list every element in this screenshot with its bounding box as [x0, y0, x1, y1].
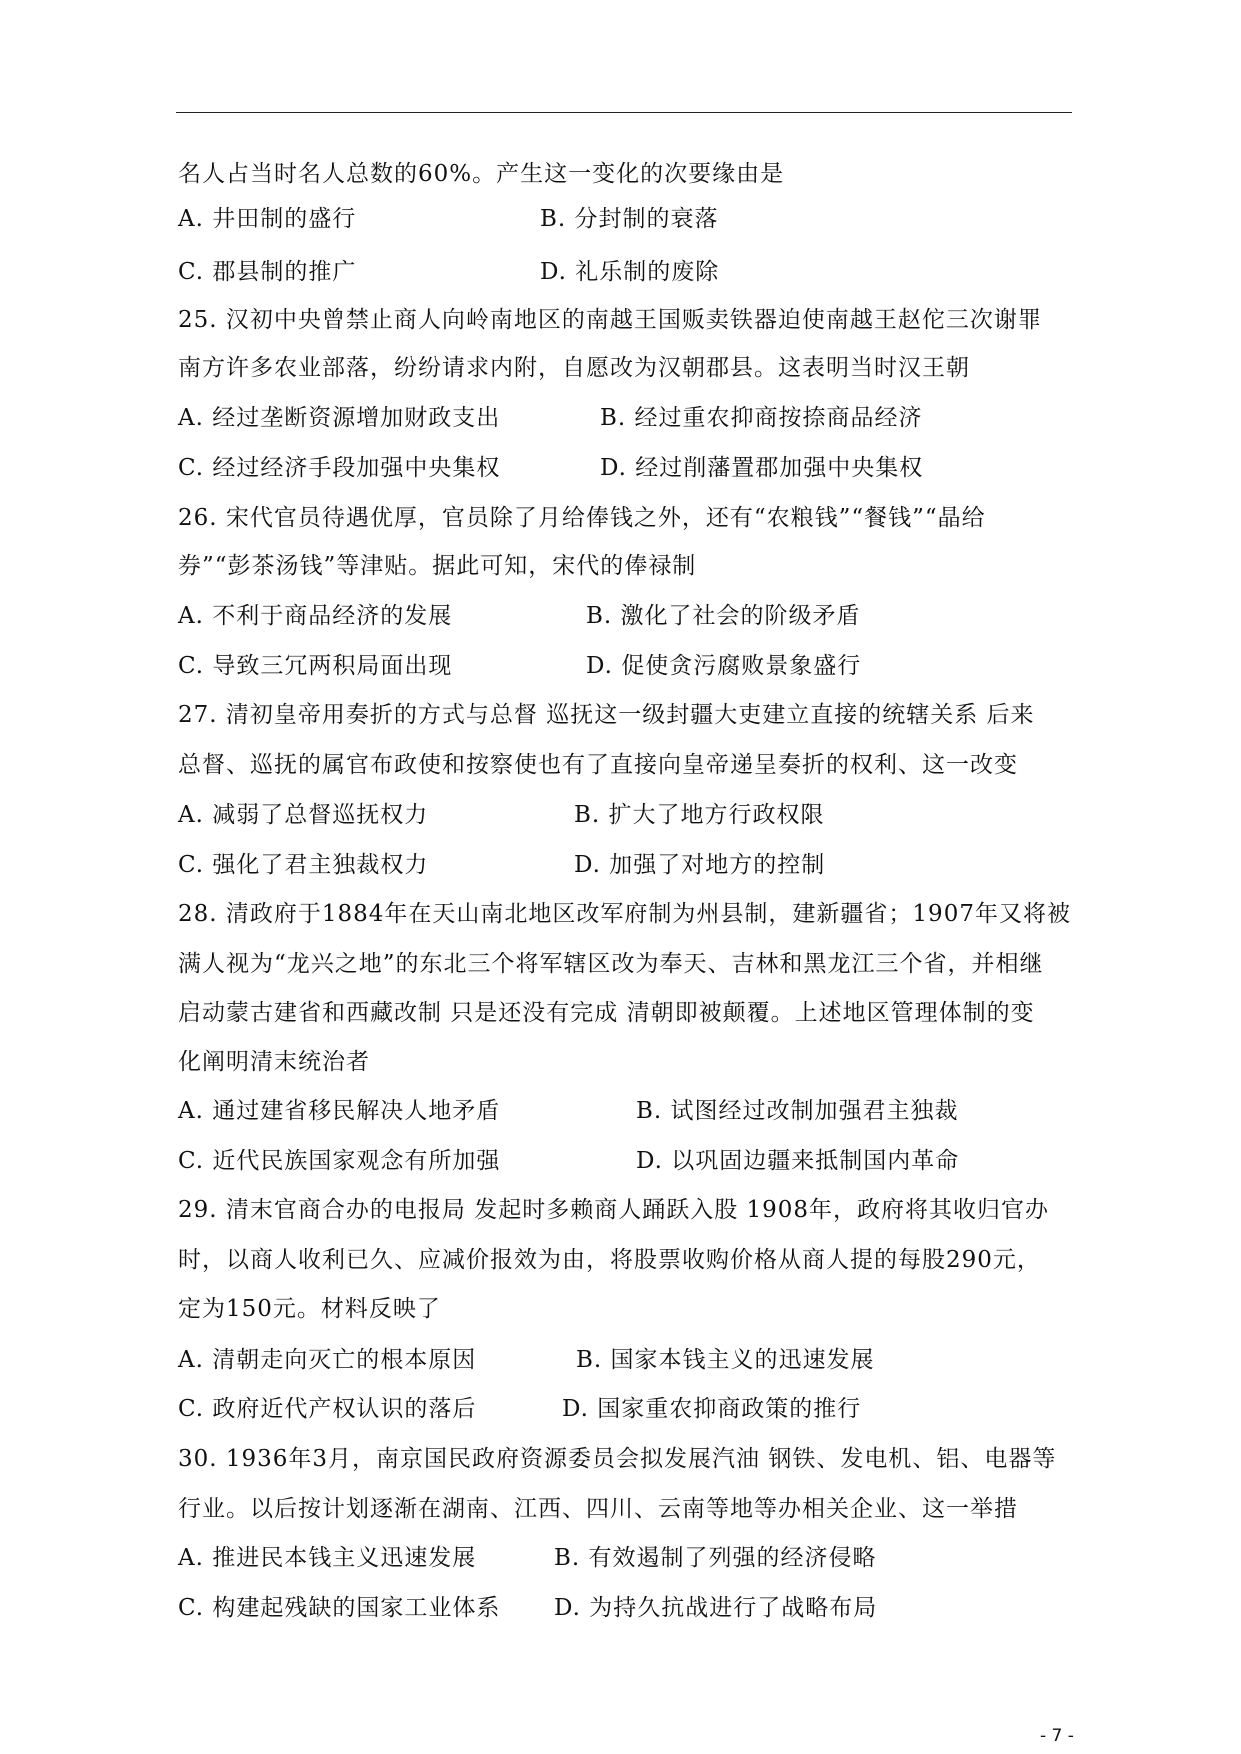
q29-stem-line3: 定为150元。材料反映了 — [178, 1296, 441, 1322]
q29-option-d: D. 国家重农抑商政策的推行 — [562, 1396, 862, 1422]
q27-stem-line2: 总督、巡抚的属官布政使和按察使也有了直接向皇帝递呈奏折的权利、这一改变 — [178, 752, 1018, 778]
q29-stem-line2: 时，以商人收利已久、应减价报效为由，将股票收购价格从商人提的每股290元， — [178, 1247, 1041, 1273]
q29-option-b: B. 国家本钱主义的迅速发展 — [576, 1347, 875, 1373]
q24-stem: 名人占当时名人总数的60%。产生这一变化的次要缘由是 — [178, 161, 785, 187]
q30-stem-line1: 30. 1936年3月，南京国民政府资源委员会拟发展汽油 钢铁、发电机、铝、电器等 — [178, 1446, 1057, 1472]
q25-option-b: B. 经过重农抑商按捺商品经济 — [600, 405, 923, 431]
q27-option-b: B. 扩大了地方行政权限 — [574, 802, 825, 828]
q27-option-a: A. 减弱了总督巡抚权力 — [178, 802, 429, 828]
q25-stem-line1: 25. 汉初中央曾禁止商人向岭南地区的南越王国贩卖铁器迫使南越王赵佗三次谢罪 — [178, 307, 1042, 333]
header-rule — [176, 112, 1072, 113]
q30-option-d: D. 为持久抗战进行了战略布局 — [554, 1595, 878, 1621]
q29-option-c: C. 政府近代产权认识的落后 — [178, 1396, 477, 1422]
q24-option-b: B. 分封制的衰落 — [540, 206, 719, 232]
q25-stem-line2: 南方许多农业部落，纷纷请求内附，自愿改为汉朝郡县。这表明当时汉王朝 — [178, 355, 970, 381]
q30-option-b: B. 有效遏制了列强的经济侵略 — [554, 1545, 877, 1571]
q28-option-a: A. 通过建省移民解决人地矛盾 — [178, 1098, 501, 1124]
q26-option-b: B. 激化了社会的阶级矛盾 — [586, 603, 861, 629]
q28-option-d: D. 以巩固边疆来抵制国内革命 — [636, 1148, 960, 1174]
q30-stem-line2: 行业。以后按计划逐渐在湖南、江西、四川、云南等地等办相关企业、这一举措 — [178, 1496, 1018, 1522]
q24-option-a: A. 井田制的盛行 — [178, 206, 357, 232]
q25-option-a: A. 经过垄断资源增加财政支出 — [178, 405, 501, 431]
q24-option-c: C. 郡县制的推广 — [178, 259, 357, 285]
q25-option-c: C. 经过经济手段加强中央集权 — [178, 455, 501, 481]
q25-option-d: D. 经过削藩置郡加强中央集权 — [600, 455, 924, 481]
q28-stem-line3: 启动蒙古建省和西藏改制 只是还没有完成 清朝即被颠覆。上述地区管理体制的变 — [178, 1000, 1035, 1026]
q29-option-a: A. 清朝走向灭亡的根本原因 — [178, 1347, 477, 1373]
q28-stem-line1: 28. 清政府于1884年在天山南北地区改军府制为州县制，建新疆省；1907年又将被 — [178, 901, 1071, 927]
q28-stem-line2: 满人视为“龙兴之地”的东北三个将军辖区改为奉天、吉林和黑龙江三个省，并相继 — [178, 951, 1044, 977]
q26-stem-line1: 26. 宋代官员待遇优厚，官员除了月给俸钱之外，还有“农粮钱”“餐钱”“晶给 — [178, 505, 986, 531]
q24-option-d: D. 礼乐制的废除 — [540, 259, 720, 285]
q26-option-c: C. 导致三冗两积局面出现 — [178, 653, 453, 679]
q27-stem-line1: 27. 清初皇帝用奏折的方式与总督 巡抚这一级封疆大吏建立直接的统辖关系 后来 — [178, 702, 1035, 728]
q30-option-c: C. 构建起残缺的国家工业体系 — [178, 1595, 501, 1621]
page-number: - 7 - — [1040, 1726, 1074, 1746]
q27-option-c: C. 强化了君主独裁权力 — [178, 852, 429, 878]
q28-option-c: C. 近代民族国家观念有所加强 — [178, 1148, 501, 1174]
q26-option-a: A. 不利于商品经济的发展 — [178, 603, 453, 629]
q28-stem-line4: 化阐明清末统治者 — [178, 1049, 370, 1075]
q29-stem-line1: 29. 清末官商合办的电报局 发起时多赖商人踊跃入股 1908年，政府将其收归官办 — [178, 1197, 1050, 1223]
q26-option-d: D. 促使贪污腐败景象盛行 — [586, 653, 862, 679]
q26-stem-line2: 券”“彭茶汤钱”等津贴。据此可知，宋代的俸禄制 — [178, 553, 697, 579]
q30-option-a: A. 推进民本钱主义迅速发展 — [178, 1545, 477, 1571]
q28-option-b: B. 试图经过改制加强君主独裁 — [636, 1098, 959, 1124]
q27-option-d: D. 加强了对地方的控制 — [574, 852, 826, 878]
